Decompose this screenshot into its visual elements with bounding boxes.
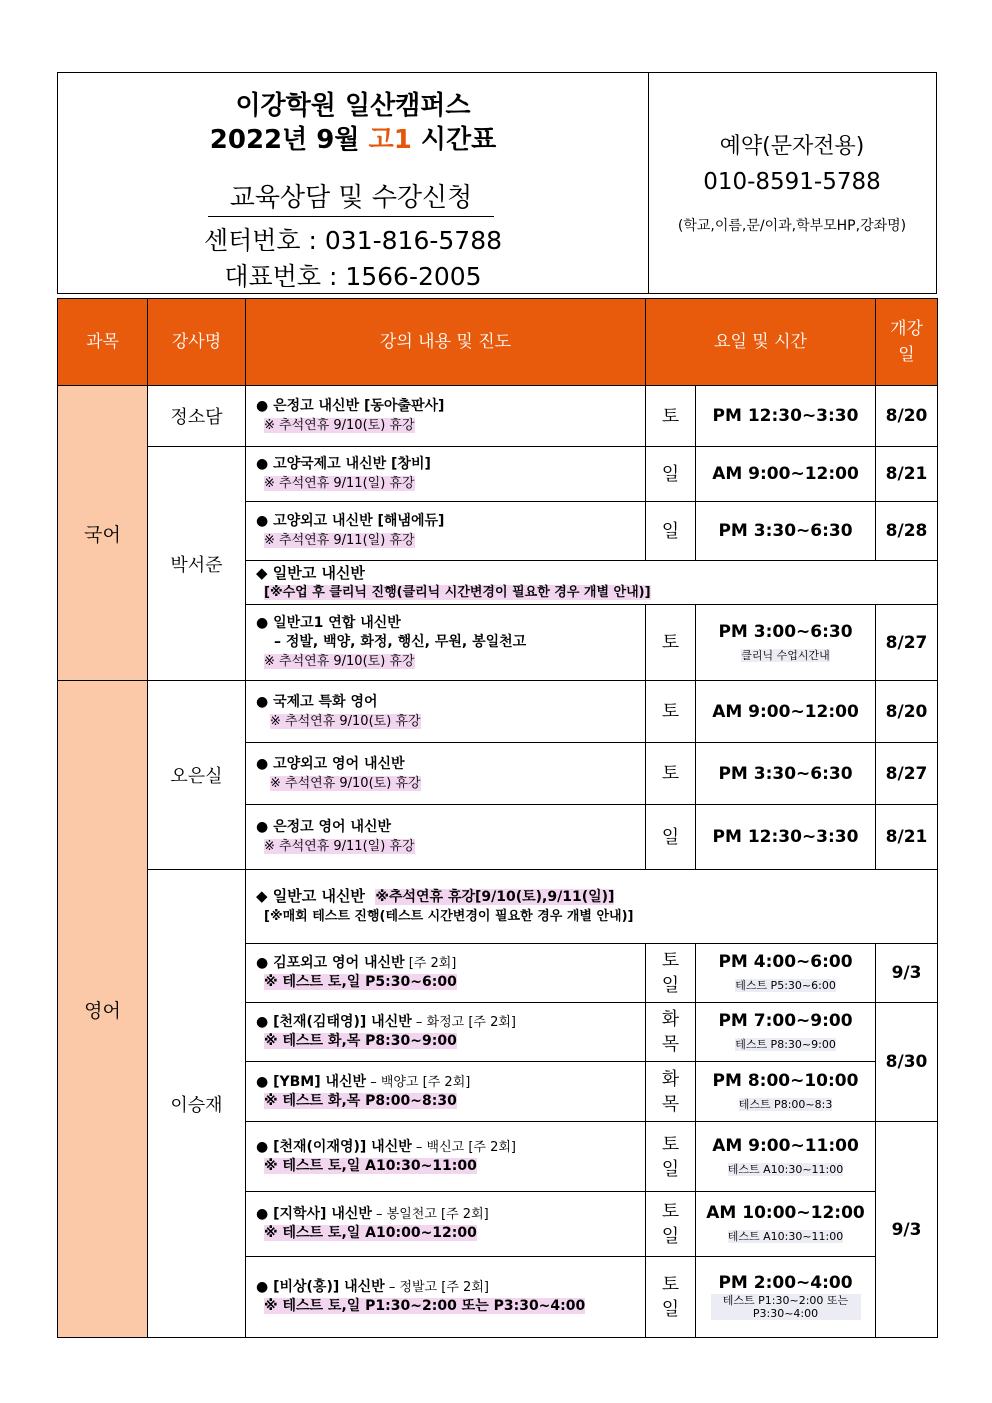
course-time: AM 10:00~12:00 — [706, 1203, 865, 1223]
course-time: PM 12:30~3:30 — [696, 386, 876, 447]
page-subtitle — [58, 119, 648, 156]
course-cell — [246, 1122, 646, 1192]
open-date: 8/30 — [876, 1003, 938, 1122]
course-time: PM 2:00~4:00 — [718, 1272, 853, 1293]
page-title: 이강학원 일산캠퍼스 — [235, 91, 471, 121]
reserve-phone: 010-8591-5788 — [703, 169, 881, 195]
col-open — [876, 299, 938, 386]
course-title: ● 고양외고 영어 내신반 — [256, 755, 405, 772]
holiday-note: ※ 추석연휴 9/11(일) 휴강 — [264, 533, 415, 548]
course-cell — [246, 681, 646, 743]
course-day: 일 — [646, 805, 696, 870]
course-frequency: [주 2회] — [437, 1280, 489, 1295]
course-cell — [246, 1257, 646, 1338]
test-time: 테스트 P5:30~6:00 — [735, 979, 836, 992]
course-time: PM 7:00~9:00 — [718, 1011, 853, 1031]
course-day: 화 — [661, 1068, 680, 1090]
course-school: – 백양고 — [366, 1074, 419, 1090]
course-day: 토 — [646, 681, 696, 743]
course-day: 일 — [646, 447, 696, 502]
course-time-cell — [696, 1192, 876, 1257]
holiday-note: ※ 추석연휴 9/10(토) 휴강 — [270, 713, 421, 729]
center-phone: 센터번호 : 031-816-5788 — [203, 226, 503, 255]
open-date: 8/21 — [876, 805, 938, 870]
course-title: ● 은정고 내신반 [동아출판사] — [256, 398, 445, 414]
header-title-area — [58, 73, 649, 293]
test-note: ※ 테스트 화,목 P8:30~9:00 — [264, 1033, 457, 1049]
course-days — [646, 1062, 696, 1122]
course-cell — [246, 502, 646, 561]
group-header: ◆ 일반고 내신반 — [256, 887, 365, 905]
test-notice: [※매회 테스트 진행(테스트 시간변경이 필요한 경우 개별 안내)] — [264, 909, 634, 924]
course-days — [646, 1003, 696, 1062]
test-note: ※ 테스트 화,목 P8:00~8:30 — [264, 1092, 457, 1109]
course-frequency: [주 2회] — [404, 956, 457, 971]
test-time: 테스트 P1:30~2:00 또는 P3:30~4:00 — [711, 1294, 861, 1320]
course-day: 토 — [661, 1133, 680, 1155]
course-day: 목 — [661, 1034, 680, 1055]
course-school: – 봉일천고 — [371, 1207, 437, 1222]
test-time: 테스트 P8:30~9:00 — [735, 1038, 836, 1051]
open-date: 8/21 — [876, 447, 938, 502]
course-days — [646, 1257, 696, 1338]
open-date: 8/27 — [876, 605, 938, 681]
holiday-notice: ※추석연휴 휴강[9/10(토),9/11(일)] — [375, 889, 615, 905]
subtitle-date: 2022년 9월 — [209, 125, 369, 155]
group-header-cell — [246, 561, 938, 605]
clinic-notice: [※수업 후 클리닉 진행(클리닉 시간변경이 필요한 경우 개별 안내)] — [264, 584, 651, 600]
course-cell — [246, 1003, 646, 1062]
col-subject: 과목 — [58, 299, 148, 386]
course-day: 토 — [661, 950, 680, 971]
table-row — [58, 386, 938, 447]
course-cell — [246, 944, 646, 1003]
course-school: – 화정고 — [411, 1015, 465, 1030]
course-time: PM 12:30~3:30 — [696, 805, 876, 870]
holiday-note: ※ 추석연휴 9/11(일) 휴강 — [264, 839, 415, 854]
course-cell — [246, 447, 646, 502]
course-day: 토 — [661, 1201, 680, 1222]
course-time: AM 9:00~11:00 — [712, 1135, 859, 1156]
group-header: ◆ 일반고 내신반 — [256, 563, 365, 582]
course-title: ● [천재(김태영)] 내신반 — [256, 1014, 412, 1030]
course-title: ● 고양외고 내신반 [해냄에듀] — [256, 513, 445, 529]
group-header-cell — [246, 870, 938, 944]
course-title: ● [천재(이재영)] 내신반 — [256, 1138, 412, 1155]
course-day: 토 — [661, 1274, 680, 1295]
teacher-name: 박서준 — [148, 447, 246, 681]
course-day: 일 — [661, 1299, 680, 1320]
course-title: ● [YBM] 내신반 — [256, 1073, 367, 1090]
col-schedule: 요일 및 시간 — [646, 299, 876, 386]
course-time: AM 9:00~12:00 — [696, 447, 876, 502]
grade-label: 고1 — [368, 125, 412, 155]
course-days — [646, 1192, 696, 1257]
course-title: ● [비상(홍)] 내신반 — [256, 1279, 385, 1295]
course-day: 일 — [661, 1158, 680, 1180]
test-time: 테스트 A10:30~11:00 — [727, 1230, 844, 1243]
subtitle-suffix: 시간표 — [411, 125, 497, 155]
course-time-cell — [696, 605, 876, 681]
course-time: PM 8:00~10:00 — [712, 1070, 859, 1091]
course-cell — [246, 605, 646, 681]
course-cell — [246, 1192, 646, 1257]
course-time-cell — [696, 944, 876, 1003]
subject-korean: 국어 — [58, 386, 148, 681]
course-frequency: [주 2회] — [464, 1139, 516, 1155]
course-cell — [246, 743, 646, 805]
course-day: 토 — [646, 605, 696, 681]
holiday-note: ※ 추석연휴 9/11(일) 휴강 — [264, 476, 415, 491]
course-title: ● 김포외고 영어 내신반 — [256, 955, 405, 971]
col-open-line2: 일 — [898, 345, 915, 365]
test-note: ※ 테스트 토,일 P1:30~2:00 또는 P3:30~4:00 — [264, 1298, 586, 1314]
course-frequency: [주 2회] — [418, 1074, 471, 1090]
consult-label: 교육상담 및 수강신청 — [208, 177, 494, 217]
course-time: PM 3:30~6:30 — [696, 502, 876, 561]
teacher-name: 이승재 — [148, 870, 246, 1338]
holiday-note: ※ 추석연휴 9/10(토) 휴강 — [270, 775, 421, 791]
course-time-cell — [696, 1062, 876, 1122]
course-frequency: [주 2회] — [464, 1015, 516, 1030]
holiday-note: ※ 추석연휴 9/10(토) 휴강 — [264, 418, 415, 433]
open-date: 8/28 — [876, 502, 938, 561]
course-day: 목 — [661, 1093, 680, 1115]
course-time-cell — [696, 1122, 876, 1192]
course-day: 토 — [646, 386, 696, 447]
reserve-label: 예약(문자전용) — [719, 134, 865, 159]
open-date: 9/3 — [876, 944, 938, 1003]
course-day: 화 — [661, 1009, 680, 1030]
course-title: ● 고양국제고 내신반 [창비] — [256, 456, 431, 472]
col-teacher: 강사명 — [148, 299, 246, 386]
test-note: ※ 테스트 토,일 A10:00~12:00 — [264, 1225, 477, 1241]
course-schools: – 정발, 백양, 화정, 행신, 무원, 봉일천고 — [274, 634, 527, 650]
clinic-sub: 클리닉 수업시간내 — [741, 648, 830, 662]
course-time-cell — [696, 1003, 876, 1062]
course-time: PM 4:00~6:00 — [718, 952, 853, 972]
course-time: PM 3:00~6:30 — [718, 621, 853, 642]
course-time: PM 3:30~6:30 — [696, 743, 876, 805]
test-note: ※ 테스트 토,일 A10:30~11:00 — [264, 1157, 477, 1174]
reserve-note: (학교,이름,문/이과,학부모HP,강좌명) — [677, 218, 907, 234]
table-row — [58, 681, 938, 743]
table-header-row — [58, 299, 938, 386]
course-day: 일 — [646, 502, 696, 561]
course-days — [646, 944, 696, 1003]
main-phone: 대표번호 : 1566-2005 — [224, 262, 482, 291]
reservation-area — [648, 73, 936, 293]
table-row — [58, 870, 938, 944]
course-days — [646, 1122, 696, 1192]
teacher-name: 오은실 — [148, 681, 246, 870]
open-date: 8/20 — [876, 386, 938, 447]
course-school: – 정발고 — [384, 1280, 438, 1295]
holiday-note: ※ 추석연휴 9/10(토) 휴강 — [264, 654, 415, 669]
course-title: ● 은정고 영어 내신반 — [256, 819, 392, 835]
test-note: ※ 테스트 토,일 P5:30~6:00 — [264, 974, 457, 990]
header-box — [57, 72, 937, 294]
course-day: 토 — [646, 743, 696, 805]
course-cell — [246, 1062, 646, 1122]
course-time: AM 9:00~12:00 — [696, 681, 876, 743]
course-frequency: [주 2회] — [436, 1207, 489, 1222]
open-date: 8/20 — [876, 681, 938, 743]
course-cell — [246, 805, 646, 870]
course-title: ● [지학사] 내신반 — [256, 1206, 372, 1222]
test-time: 테스트 A10:30~11:00 — [727, 1162, 844, 1176]
timetable — [57, 298, 938, 1338]
course-title: ● 국제고 특화 영어 — [256, 693, 378, 710]
col-content: 강의 내용 및 진도 — [246, 299, 646, 386]
course-time-cell — [696, 1257, 876, 1338]
course-school: – 백신고 — [411, 1139, 465, 1155]
test-time: 테스트 P8:00~8:3 — [738, 1097, 833, 1111]
open-date: 9/3 — [876, 1122, 938, 1338]
course-title: ● 일반고1 연합 내신반 — [256, 615, 401, 631]
teacher-name: 정소담 — [148, 386, 246, 447]
course-day: 일 — [661, 1226, 680, 1247]
course-day: 일 — [661, 975, 680, 996]
open-date: 8/27 — [876, 743, 938, 805]
course-cell — [246, 386, 646, 447]
subject-english: 영어 — [58, 681, 148, 1338]
table-row — [58, 447, 938, 502]
col-open-line1: 개강 — [890, 319, 923, 339]
